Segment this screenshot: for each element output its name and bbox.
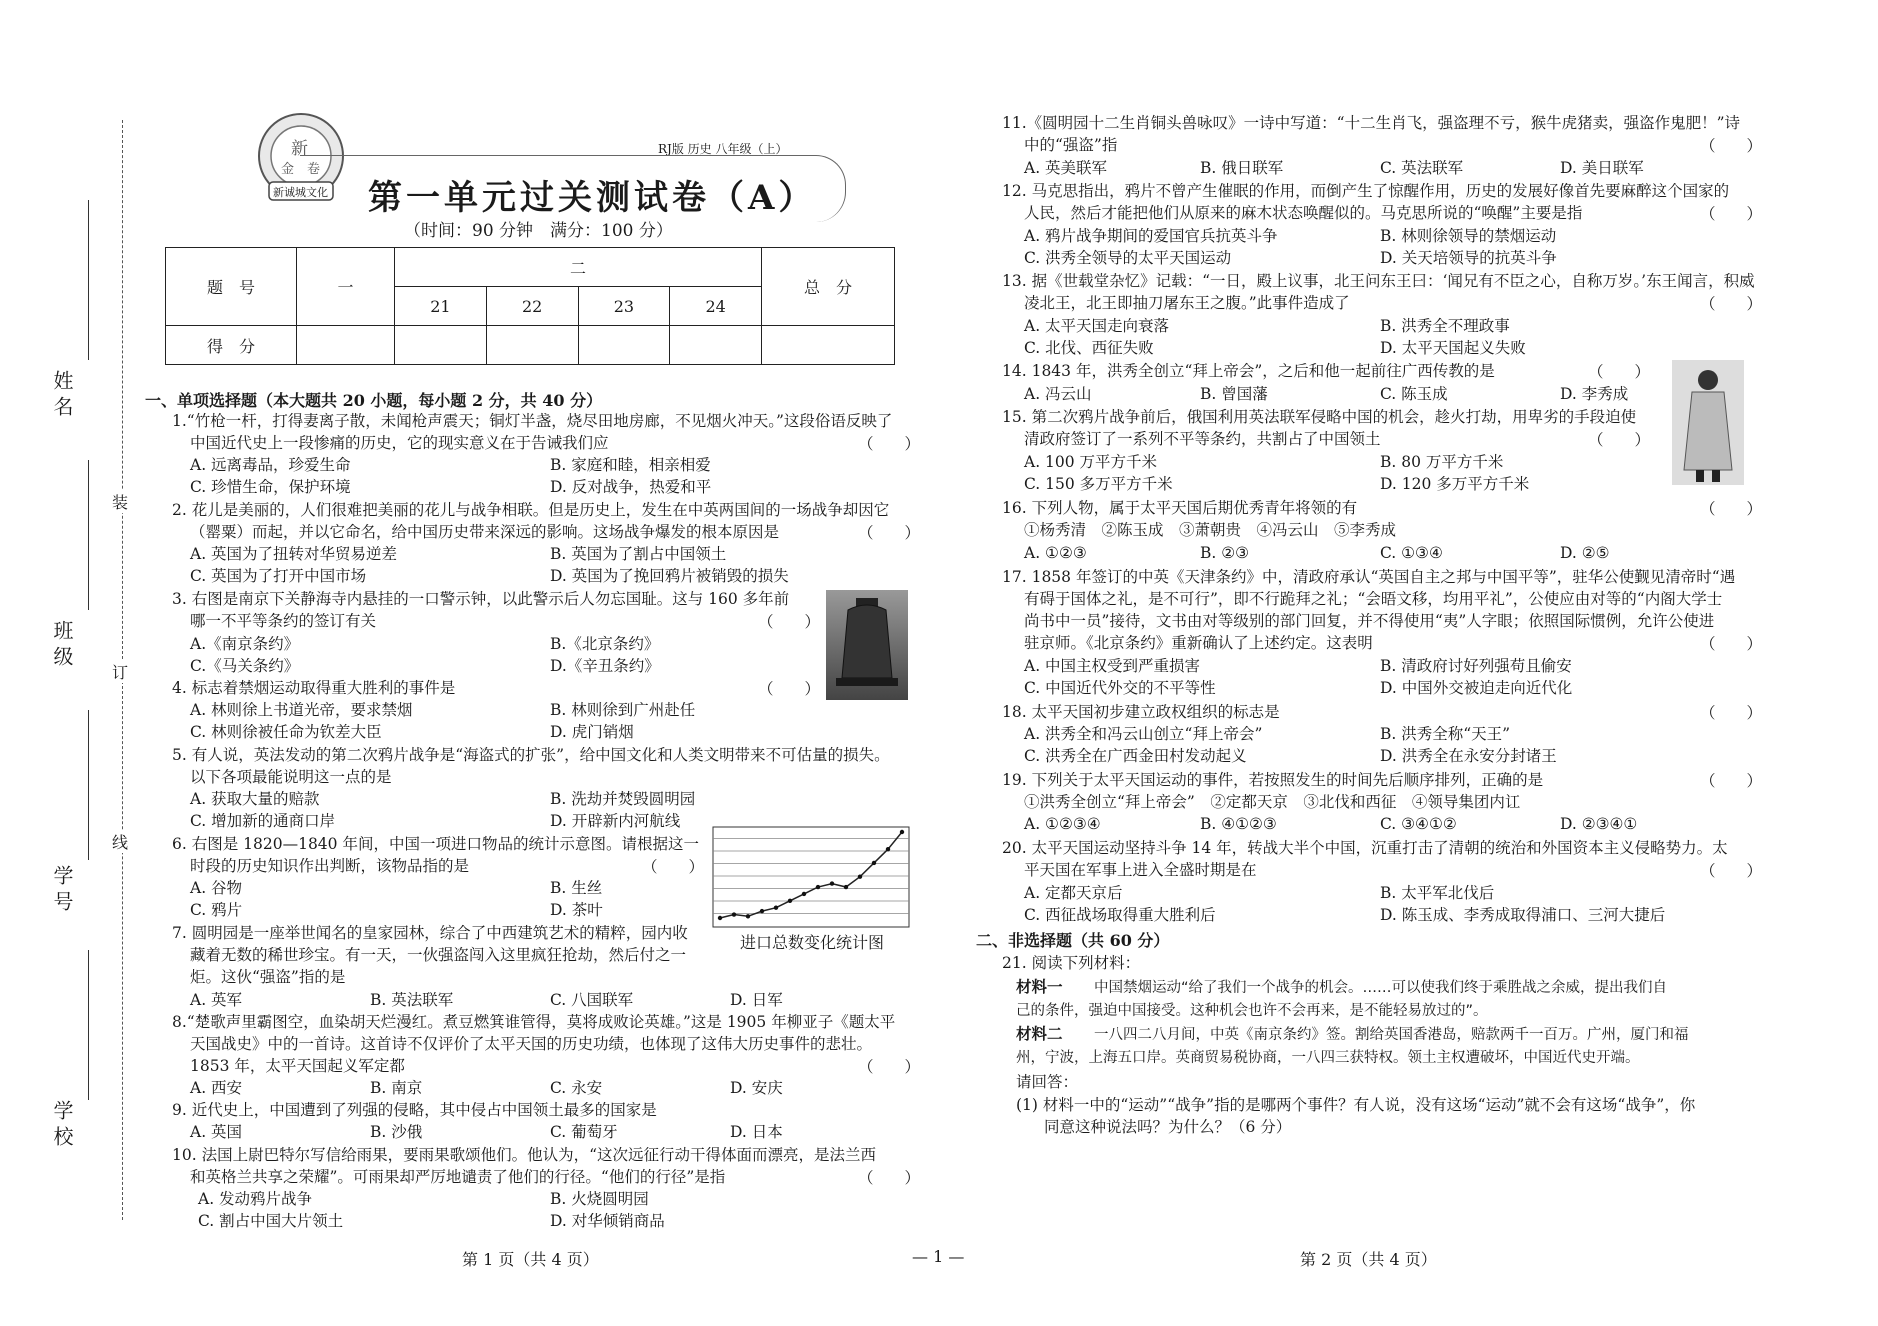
question-8-line3: 1853 年，太平天国起义军定都 xyxy=(190,1057,405,1075)
option[interactable]: C. 永安 xyxy=(550,1079,603,1097)
option[interactable]: B. 清政府讨好列强苟且偷安 xyxy=(1380,657,1572,675)
option[interactable]: C. ③④①② xyxy=(1380,815,1457,833)
question-6: 6. 右图是 1820—1840 年间，中国一项进口物品的统计示意图。请根据这一 xyxy=(172,835,699,853)
answer-paren[interactable]: （ ） xyxy=(858,1169,921,1187)
option[interactable]: D. 太平天国起义失败 xyxy=(1380,339,1526,357)
chart-point xyxy=(760,909,764,913)
option[interactable]: C. ①③④ xyxy=(1380,544,1443,562)
option[interactable]: D. 反对战争，热爱和平 xyxy=(550,478,712,496)
question-2-line2: （罂粟）而起，并以它命名，给中国历史带来深远的影响。这场战争爆发的根本原因是 xyxy=(190,523,780,541)
score-cell[interactable] xyxy=(670,326,762,365)
question-15: 15. 第二次鸦片战争前后，俄国利用英法联军侵略中国的机会，趁火打劫，用卑劣的手段迫使 xyxy=(1002,408,1637,426)
option[interactable]: A. 洪秀全和冯云山创立“拜上帝会” xyxy=(1024,725,1263,743)
chart-point xyxy=(886,847,890,851)
school-line[interactable] xyxy=(88,950,89,1100)
question-20: 20. 太平天国运动坚持斗争 14 年，转战大半个中国，沉重打击了清朝的统治和外国资本主义侵略势力。太 xyxy=(1002,839,1728,857)
question-17: 17. 1858 年签订的中英《天津条约》中，清政府承认“英国自主之邦与中国平等”，驻华公使觐见清帝时“遇 xyxy=(1002,568,1736,586)
option[interactable]: A. 英国 xyxy=(190,1123,243,1141)
option[interactable]: B. ②③ xyxy=(1200,544,1250,562)
student-id-label: 学号 xyxy=(50,865,74,917)
option[interactable]: C. 西征战场取得重大胜利后 xyxy=(1024,906,1216,924)
material-1-line2: 己的条件，强迫中国接受。这种机会也许不会再来，是不能轻易放过的”。 xyxy=(1016,1003,1488,1019)
question-10: 10. 法国上尉巴特尔写信给雨果，要雨果歌颂他们。他认为，“这次远征行动干得体面而漂亮，是法兰西 xyxy=(172,1146,877,1164)
answer-paren[interactable]: （ ） xyxy=(1700,205,1763,223)
option[interactable]: D. 安庆 xyxy=(730,1079,783,1097)
score-header-number: 题 号 xyxy=(166,248,297,326)
chart-point xyxy=(858,875,862,879)
option[interactable]: B. 林则徐领导的禁烟运动 xyxy=(1380,227,1557,245)
import-line-chart xyxy=(712,826,910,928)
exam-time: （时间：90 分钟 满分：100 分） xyxy=(404,221,673,241)
score-cell[interactable] xyxy=(578,326,670,365)
question-21: 21. 阅读下列材料： xyxy=(1002,954,1141,972)
class-label: 班级 xyxy=(50,620,74,672)
option[interactable]: B. 俄日联军 xyxy=(1200,159,1284,177)
chart-point xyxy=(774,905,778,909)
option[interactable]: D. 日军 xyxy=(730,991,783,1009)
option[interactable]: A. 冯云山 xyxy=(1024,385,1092,403)
answer-paren[interactable]: （ ） xyxy=(758,680,821,698)
option[interactable]: D. 美日联军 xyxy=(1560,159,1644,177)
question-2: 2. 花儿是美丽的，人们很难把美丽的花儿与战争相联。但是历史上，发生在中英两国间的一场战争却因它 xyxy=(172,501,890,519)
option[interactable]: A. ①②③④ xyxy=(1024,815,1101,833)
question-1: 1.“竹枪一杆，打得妻离子散，未闻枪声震天；铜灯半盏，烧尽田地房廊，不见烟火冲天。”这段俗语反映了 xyxy=(172,412,893,430)
answer-paren[interactable]: （ ） xyxy=(1700,137,1763,155)
answer-paren[interactable]: （ ） xyxy=(1700,772,1763,790)
chart-point xyxy=(872,861,876,865)
answer-paren[interactable]: （ ） xyxy=(858,435,921,453)
answer-paren[interactable]: （ ） xyxy=(1700,635,1763,653)
logo-text-3: 卷 xyxy=(307,162,321,177)
score-col-24: 24 xyxy=(670,287,762,326)
page-number-left: 第 1 页（共 4 页） xyxy=(462,1250,599,1269)
chart-point xyxy=(788,899,792,903)
sub-question-1-line2: 同意这种说法吗？为什么？（6 分） xyxy=(1044,1118,1292,1136)
score-col-22: 22 xyxy=(486,287,578,326)
question-8: 8.“楚歌声里霸图空，血染胡天烂漫红。煮豆燃箕谁管得，莫将成败论英雄。”这是 1905 年柳亚子《题太平 xyxy=(172,1013,896,1031)
question-16: 16. 下列人物，属于太平天国后期优秀青年将领的有 xyxy=(1002,499,1358,517)
question-17-line4: 驻京师。《北京条约》重新确认了上述约定。这表明 xyxy=(1024,634,1373,652)
answer-paren[interactable]: （ ） xyxy=(642,858,705,876)
score-col-23: 23 xyxy=(578,287,670,326)
option[interactable]: A. 英美联军 xyxy=(1024,159,1108,177)
option[interactable]: A. 林则徐上书道光帝，要求禁烟 xyxy=(190,701,413,719)
option[interactable]: B. 太平军北伐后 xyxy=(1380,884,1495,902)
chart-point xyxy=(732,912,736,916)
option[interactable]: D. 英国为了挽回鸦片被销毁的损失 xyxy=(550,567,789,585)
option[interactable]: C. 八国联军 xyxy=(550,991,634,1009)
option[interactable]: B. 英法联军 xyxy=(370,991,454,1009)
option[interactable]: B. 家庭和睦，相亲相爱 xyxy=(550,456,711,474)
option[interactable]: A. 英国为了扭转对华贸易逆差 xyxy=(190,545,398,563)
option[interactable]: D. 洪秀全在永安分封诸王 xyxy=(1380,747,1557,765)
score-row-label: 得 分 xyxy=(166,326,297,365)
score-col-21: 21 xyxy=(395,287,487,326)
option[interactable]: C. 林则徐被任命为钦差大臣 xyxy=(190,723,382,741)
student-id-line[interactable] xyxy=(88,710,89,860)
option[interactable]: A. ①②③ xyxy=(1024,544,1087,562)
chart-point xyxy=(900,830,904,834)
option[interactable]: B. 生丝 xyxy=(550,879,603,897)
material-2-label: 材料二 xyxy=(1016,1024,1063,1043)
question-12: 12. 马克思指出，鸦片不曾产生催眠的作用，而倒产生了惊醒作用，历史的发展好像首先要麻醉这个国家的 xyxy=(1002,182,1730,200)
option[interactable]: A.《南京条约》 xyxy=(190,635,300,653)
chart-point xyxy=(718,916,722,920)
qing-official-portrait-icon xyxy=(1672,360,1744,485)
portrait-image xyxy=(1672,360,1744,485)
option[interactable]: D. 120 多万平方千米 xyxy=(1380,475,1530,493)
score-cell[interactable] xyxy=(486,326,578,365)
score-cell[interactable] xyxy=(395,326,487,365)
question-11: 11.《圆明园十二生肖铜头兽咏叹》一诗中写道：“十二生肖飞，强盗理不亏，猴牛虎猪卖，强盗作鬼肥！”诗 xyxy=(1002,114,1741,132)
answer-paren[interactable]: （ ） xyxy=(858,1058,921,1076)
page-number-right: 第 2 页（共 4 页） xyxy=(1300,1250,1437,1269)
option[interactable]: A. 谷物 xyxy=(190,879,243,897)
binding-char-2: 订 xyxy=(112,660,128,683)
material-1-label: 材料一 xyxy=(1016,977,1063,996)
option[interactable]: C. 洪秀全领导的太平天国运动 xyxy=(1024,249,1232,267)
name-line[interactable] xyxy=(88,200,89,360)
option[interactable]: A. 定都天京后 xyxy=(1024,884,1123,902)
answer-paren[interactable]: （ ） xyxy=(1700,295,1763,313)
option[interactable]: C. 割占中国大片领土 xyxy=(198,1212,344,1230)
name-label: 姓名 xyxy=(50,370,74,422)
question-15-line2: 清政府签订了一系列不平等条约，共割占了中国领土 xyxy=(1024,430,1381,448)
option[interactable]: D. 开辟新内河航线 xyxy=(550,812,681,830)
option[interactable]: A. 中国主权受到严重损害 xyxy=(1024,657,1201,675)
option[interactable]: B. 曾国藩 xyxy=(1200,385,1268,403)
score-cell[interactable] xyxy=(297,326,395,365)
question-13-line2: 凌北王，北王即抽刀屠东王之腹。”此事件造成了 xyxy=(1024,294,1350,312)
option[interactable]: D. ②⑤ xyxy=(1560,544,1610,562)
option[interactable]: A. 西安 xyxy=(190,1079,243,1097)
option[interactable]: D. 茶叶 xyxy=(550,901,603,919)
question-8-line2: 天国战史》中的一首诗。这首诗不仅评价了太平天国的历史功绩，也体现了这伟大历史事件的悲壮。 xyxy=(190,1035,873,1053)
page-number-center: — 1 — xyxy=(912,1247,965,1266)
option[interactable]: A. 鸦片战争期间的爱国官兵抗英斗争 xyxy=(1024,227,1278,245)
option[interactable]: B. ④①②③ xyxy=(1200,815,1277,833)
chart-point xyxy=(830,881,834,885)
class-line[interactable] xyxy=(88,460,89,610)
option[interactable]: C. 英法联军 xyxy=(1380,159,1464,177)
question-4: 4. 标志着禁烟运动取得重大胜利的事件是 xyxy=(172,679,456,697)
option[interactable]: C. 珍惜生命，保护环境 xyxy=(190,478,351,496)
edition-label: RJ版 历史 八年级（上） xyxy=(658,142,788,156)
option[interactable]: C. 150 多万平方千米 xyxy=(1024,475,1173,493)
option[interactable]: B. 林则徐到广州赴任 xyxy=(550,701,696,719)
question-5: 5. 有人说，英法发动的第二次鸦片战争是“海盗式的扩张”，给中国文化和人类文明带来不可估量的损失。 xyxy=(172,746,890,764)
binding-char-3: 线 xyxy=(112,830,128,853)
option[interactable]: D. 陈玉成、李秀成取得浦口、三河大捷后 xyxy=(1380,906,1666,924)
question-19: 19. 下列关于太平天国运动的事件，若按照发生的时间先后顺序排列，正确的是 xyxy=(1002,771,1544,789)
answer-paren[interactable]: （ ） xyxy=(1700,704,1763,722)
material-1-line1: 中国禁烟运动“给了我们一个战争的机会。……可以使我们终于乘胜战之余威，提出我们自 xyxy=(1094,980,1668,996)
chart-point xyxy=(844,885,848,889)
question-10-line2: 和英格兰共享之荣耀”。可雨果却严厉地谴责了他们的行径。“他们的行径”是指 xyxy=(190,1168,726,1186)
option[interactable]: B. 火烧圆明园 xyxy=(550,1190,649,1208)
chart-point xyxy=(816,885,820,889)
score-header-two: 二 xyxy=(395,248,762,287)
question-7-line3: 炬。这伙“强盗”指的是 xyxy=(190,968,346,986)
school-label: 学校 xyxy=(50,1100,74,1152)
binding-char-1: 装 xyxy=(112,490,128,513)
question-16-list: ①杨秀清 ②陈玉成 ③萧朝贵 ④冯云山 ⑤李秀成 xyxy=(1024,521,1397,539)
question-14: 14. 1843 年，洪秀全创立“拜上帝会”，之后和他一起前往广西传教的是 xyxy=(1002,362,1495,380)
score-header-total: 总 分 xyxy=(762,248,895,326)
answer-prompt: 请回答： xyxy=(1016,1073,1079,1091)
answer-paren[interactable]: （ ） xyxy=(1700,500,1763,518)
answer-paren[interactable]: （ ） xyxy=(858,524,921,542)
material-2-line2: 州，宁波，上海五口岸。英商贸易税协商，一八四三获特权。领土主权遭破坏，中国近代史开端。 xyxy=(1016,1050,1640,1066)
question-9: 9. 近代史上，中国遭到了列强的侵略，其中侵占中国领土最多的国家是 xyxy=(172,1101,657,1119)
option[interactable]: D. 李秀成 xyxy=(1560,385,1629,403)
option[interactable]: D. 日本 xyxy=(730,1123,783,1141)
question-12-line2: 人民，然后才能把他们从原来的麻木状态唤醒似的。马克思所说的“唤醒”主要是指 xyxy=(1024,204,1583,222)
option[interactable]: B.《北京条约》 xyxy=(550,635,660,653)
option[interactable]: C. 陈玉成 xyxy=(1380,385,1448,403)
option[interactable]: D. ②③④① xyxy=(1560,815,1638,833)
option[interactable]: B. 英国为了割占中国领土 xyxy=(550,545,727,563)
question-3-line2: 哪一不平等条约的签订有关 xyxy=(190,612,377,630)
question-3: 3. 右图是南京下关静海寺内悬挂的一口警示钟，以此警示后人勿忘国耻。这与 160 多年前 xyxy=(172,590,790,608)
question-7-line2: 藏着无数的稀世珍宝。有一天，一伙强盗闯入这里疯狂抢劫，然后付之一 xyxy=(190,946,687,964)
score-cell[interactable] xyxy=(762,326,895,365)
answer-paren[interactable]: （ ） xyxy=(1588,431,1651,449)
option[interactable]: A. 远离毒品，珍爱生命 xyxy=(190,456,351,474)
answer-paren[interactable]: （ ） xyxy=(758,613,821,631)
logo-bottom-text: 新诚城文化 xyxy=(273,186,328,199)
material-2-line1: 一八四二八月间，中英《南京条约》签。割给英国香港岛，赔款两千一百万。广州，厦门和福 xyxy=(1094,1027,1689,1043)
question-7: 7. 圆明园是一座举世闻名的皇家园林，综合了中西建筑艺术的精粹，园内收 xyxy=(172,924,688,942)
option[interactable]: D. 对华倾销商品 xyxy=(550,1212,665,1230)
section-2-title: 二、非选择题（共 60 分） xyxy=(976,931,1170,950)
option[interactable]: C. 英国为了打开中国市场 xyxy=(190,567,367,585)
answer-paren[interactable]: （ ） xyxy=(1588,363,1651,381)
chart-caption: 进口总数变化统计图 xyxy=(740,933,885,952)
bell-icon xyxy=(826,590,908,700)
question-17-line2: 有碍于国体之礼，是不可行”，即不行跪拜之礼；“会晤文移，均用平礼”，公使应由对等的“内阁大学士 xyxy=(1024,590,1723,608)
option[interactable]: A. 英军 xyxy=(190,991,243,1009)
warning-bell-image xyxy=(826,590,908,700)
option[interactable]: D. 中国外交被迫走向近代化 xyxy=(1380,679,1573,697)
option[interactable]: B. 南京 xyxy=(370,1079,423,1097)
option[interactable]: D. 关天培领导的抗英斗争 xyxy=(1380,249,1557,267)
option[interactable]: C.《马关条约》 xyxy=(190,657,300,675)
question-5-line2: 以下各项最能说明这一点的是 xyxy=(190,768,392,786)
score-header-one: 一 xyxy=(297,248,395,326)
chart-point xyxy=(802,892,806,896)
option[interactable]: B. 80 万平方千米 xyxy=(1380,453,1504,471)
option[interactable]: B. 洪秀全称“天王” xyxy=(1380,725,1511,743)
option[interactable]: C. 增加新的通商口岸 xyxy=(190,812,336,830)
option[interactable]: C. 中国近代外交的不平等性 xyxy=(1024,679,1216,697)
option[interactable]: D. 虎门销烟 xyxy=(550,723,634,741)
option[interactable]: C. 北伐、西征失败 xyxy=(1024,339,1154,357)
question-17-line3: 尚书中一员”接待，文书由对等级别的部门回复，并不得使用“夷”人字眼；依照国际惯例，允许公使进 xyxy=(1024,612,1715,630)
sub-question-1: (1) 材料一中的“运动”“战争”指的是哪两个事件？有人说，没有这场“运动”就不会有这场“战争”，你 xyxy=(1016,1096,1696,1114)
option[interactable]: B. 洪秀全不理政事 xyxy=(1380,317,1510,335)
question-18: 18. 太平天国初步建立政权组织的标志是 xyxy=(1002,703,1280,721)
option[interactable]: D.《辛丑条约》 xyxy=(550,657,660,675)
option[interactable]: C. 鸦片 xyxy=(190,901,243,919)
chart-point xyxy=(746,914,750,918)
option[interactable]: A. 100 万平方千米 xyxy=(1024,453,1158,471)
question-11-line2: 中的“强盗”指 xyxy=(1024,136,1118,154)
question-20-line2: 平天国在军事上进入全盛时期是在 xyxy=(1024,861,1257,879)
question-1-line2: 中国近代史上一段惨痛的历史，它的现实意义在于告诫我们应 xyxy=(190,434,609,452)
section-1-title: 一、单项选择题（本大题共 20 小题，每小题 2 分，共 40 分） xyxy=(145,391,603,410)
answer-paren[interactable]: （ ） xyxy=(1700,862,1763,880)
question-13: 13. 据《世载堂杂忆》记载：“一日，殿上议事，北王问东王曰：‘闻兄有不臣之心，自称万岁。’东王闻言，积威 xyxy=(1002,272,1755,290)
logo-text-2: 金 xyxy=(281,162,295,177)
option[interactable]: A. 发动鸦片战争 xyxy=(198,1190,313,1208)
option[interactable]: C. 葡萄牙 xyxy=(550,1123,618,1141)
option[interactable]: B. 洗劫并焚毁圆明园 xyxy=(550,790,696,808)
question-6-line2: 时段的历史知识作出判断，该物品指的是 xyxy=(190,857,470,875)
option[interactable]: A. 太平天国走向衰落 xyxy=(1024,317,1170,335)
option[interactable]: C. 洪秀全在广西金田村发动起义 xyxy=(1024,747,1247,765)
logo-text-1: 新 xyxy=(291,139,308,159)
question-19-list: ①洪秀全创立“拜上帝会” ②定都天京 ③北伐和西征 ④领导集团内讧 xyxy=(1024,793,1521,811)
option[interactable]: B. 沙俄 xyxy=(370,1123,423,1141)
option[interactable]: A. 获取大量的赔款 xyxy=(190,790,320,808)
page-title: 第一单元过关测试卷（A） xyxy=(368,178,817,218)
score-table xyxy=(165,247,895,365)
